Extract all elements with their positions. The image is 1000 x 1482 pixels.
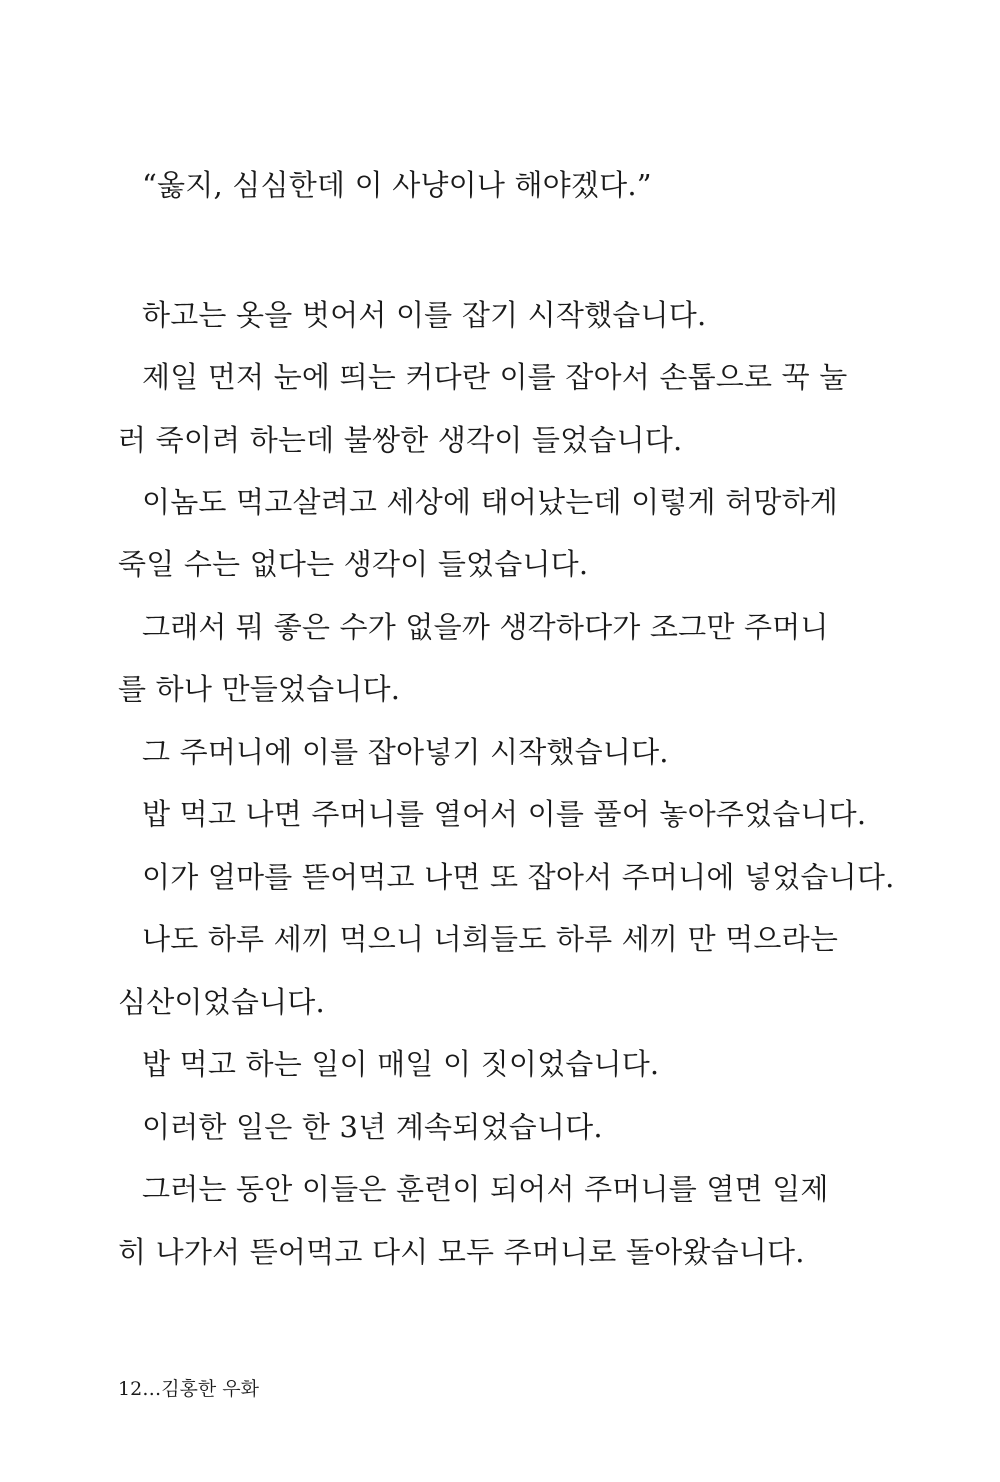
paragraph-line: 이놈도 먹고살려고 세상에 태어났는데 이렇게 허망하게 (142, 485, 839, 519)
paragraph-line: 밥 먹고 나면 주머니를 열어서 이를 풀어 놓아주었습니다. (142, 797, 867, 831)
paragraph-line: 히 나가서 뜯어먹고 다시 모두 주머니로 돌아왔습니다. (118, 1235, 805, 1269)
paragraph-line: 나도 하루 세끼 먹으니 너희들도 하루 세끼 만 먹으라는 (142, 922, 839, 956)
dialogue-line: “옳지, 심심한데 이 사냥이나 해야겠다.” (142, 168, 652, 202)
page-number: 12 (118, 1378, 143, 1400)
paragraph-line: 그래서 뭐 좋은 수가 없을까 생각하다가 조그만 주머니 (142, 610, 829, 644)
paragraph-line: 제일 먼저 눈에 띄는 커다란 이를 잡아서 손톱으로 꾹 눌 (142, 360, 848, 394)
paragraph-line: 죽일 수는 없다는 생각이 들었습니다. (118, 547, 589, 581)
page-footer (118, 1376, 259, 1402)
paragraph-line: 러 죽이려 하는데 불쌍한 생각이 들었습니다. (118, 423, 683, 457)
book-title: 김홍한 우화 (161, 1378, 259, 1400)
paragraph-line: 밥 먹고 하는 일이 매일 이 짓이었습니다. (142, 1047, 660, 1081)
paragraph-line: 심산이었습니다. (118, 985, 325, 1019)
paragraph-line: 그러는 동안 이들은 훈련이 되어서 주머니를 열면 일제 (142, 1172, 829, 1206)
footer-separator: … (142, 1378, 162, 1400)
paragraph-line: 그 주머니에 이를 잡아넣기 시작했습니다. (142, 735, 669, 769)
paragraph-line: 이러한 일은 한 3년 계속되었습니다. (142, 1110, 603, 1144)
paragraph-line: 이가 얼마를 뜯어먹고 나면 또 잡아서 주머니에 넣었습니다. (142, 860, 895, 894)
paragraph-line: 를 하나 만들었습니다. (118, 672, 401, 706)
paragraph-line: 하고는 옷을 벗어서 이를 잡기 시작했습니다. (142, 298, 707, 332)
